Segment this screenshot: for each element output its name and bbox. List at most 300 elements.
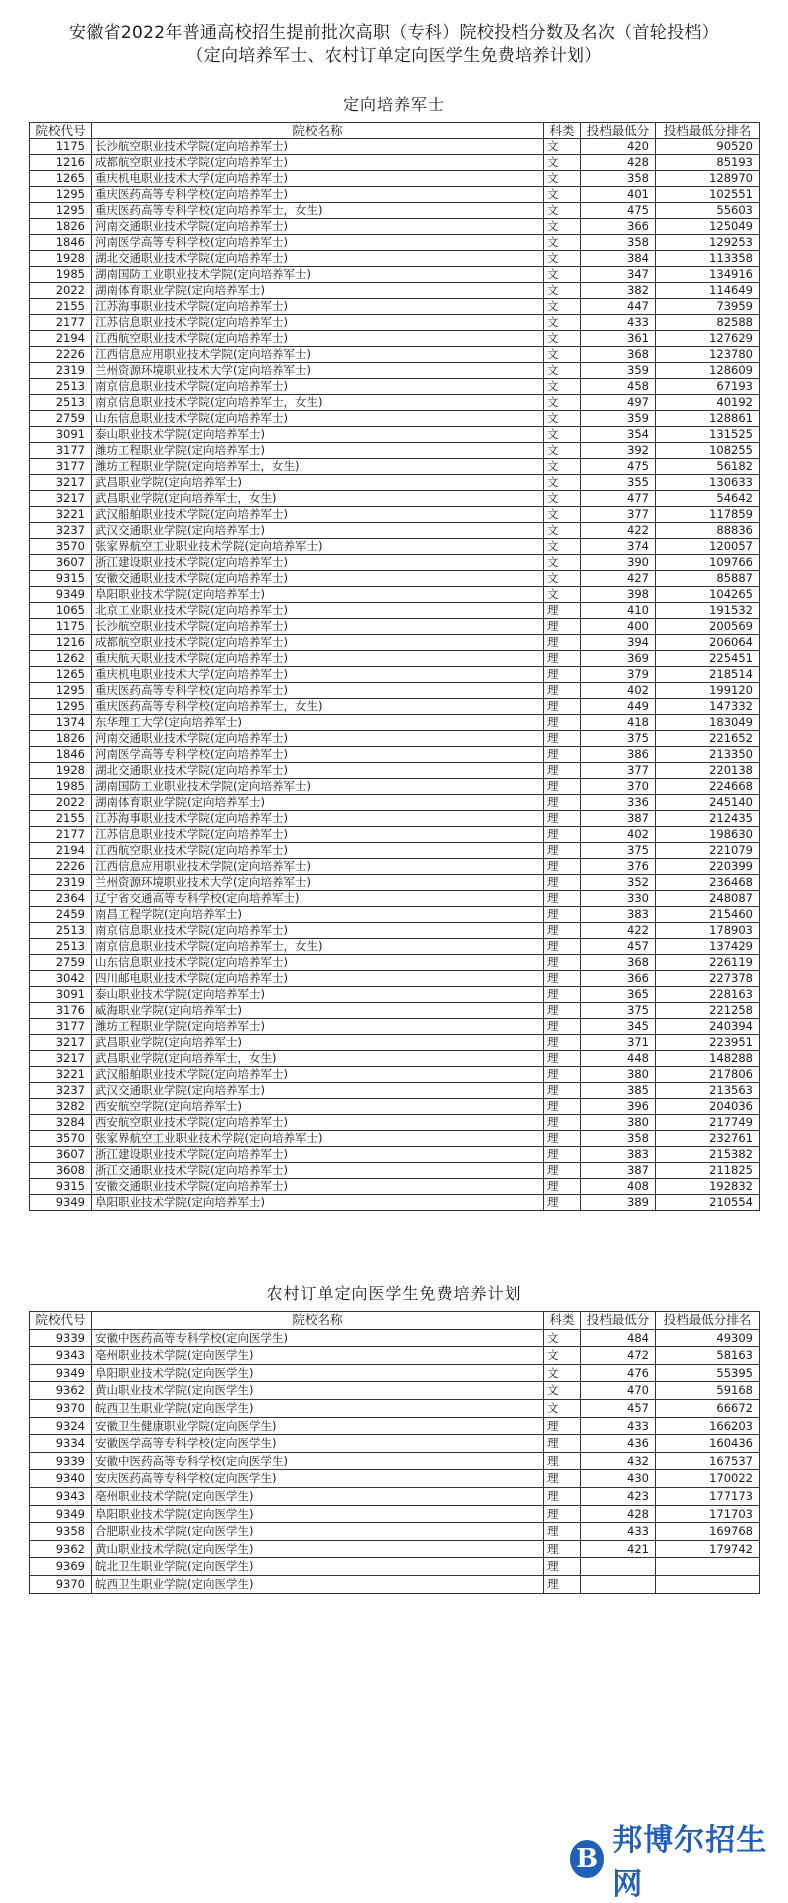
cell-name: 皖西卫生职业学院(定向医学生) bbox=[92, 1575, 544, 1593]
table-row bbox=[30, 539, 760, 555]
cell-code: 1826 bbox=[30, 219, 92, 235]
cell-name: 江西航空职业技术学院(定向培养军士) bbox=[92, 843, 544, 859]
cell-kind: 文 bbox=[544, 171, 581, 187]
cell-name: 阜阳职业技术学院(定向医学生) bbox=[92, 1505, 544, 1523]
table-row bbox=[30, 411, 760, 427]
cell-rank: 55395 bbox=[656, 1364, 760, 1382]
cell-name: 兰州资源环境职业技术大学(定向培养军士) bbox=[92, 363, 544, 379]
medical-table bbox=[29, 1311, 760, 1594]
cell-score: 366 bbox=[581, 219, 656, 235]
cell-code: 3042 bbox=[30, 971, 92, 987]
cell-kind: 文 bbox=[544, 363, 581, 379]
cell-code: 2759 bbox=[30, 411, 92, 427]
cell-code: 2155 bbox=[30, 299, 92, 315]
cell-score: 497 bbox=[581, 395, 656, 411]
cell-score: 427 bbox=[581, 571, 656, 587]
cell-code: 1295 bbox=[30, 203, 92, 219]
cell-rank: 147332 bbox=[656, 699, 760, 715]
cell-rank: 160436 bbox=[656, 1435, 760, 1453]
cell-rank: 191532 bbox=[656, 603, 760, 619]
table-header-row bbox=[30, 1312, 760, 1330]
cell-kind: 文 bbox=[544, 1382, 581, 1400]
cell-kind: 理 bbox=[544, 795, 581, 811]
cell-kind: 理 bbox=[544, 651, 581, 667]
cell-code: 9343 bbox=[30, 1347, 92, 1365]
cell-kind: 文 bbox=[544, 459, 581, 475]
cell-score: 401 bbox=[581, 187, 656, 203]
page-title: 安徽省2022年普通高校招生提前批次高职（专科）院校投档分数及名次（首轮投档） bbox=[69, 23, 719, 43]
cell-rank: 54642 bbox=[656, 491, 760, 507]
table-row bbox=[30, 1505, 760, 1523]
cell-rank: 82588 bbox=[656, 315, 760, 331]
cell-score: 433 bbox=[581, 1417, 656, 1435]
cell-kind: 理 bbox=[544, 1452, 581, 1470]
cell-kind: 理 bbox=[544, 1099, 581, 1115]
cell-rank: 114649 bbox=[656, 283, 760, 299]
table-row bbox=[30, 619, 760, 635]
section2-title: 农村订单定向医学生免费培养计划 bbox=[266, 1284, 522, 1303]
cell-rank: 245140 bbox=[656, 795, 760, 811]
cell-name: 安徽交通职业技术学院(定向培养军士) bbox=[92, 1179, 544, 1195]
cell-code: 2364 bbox=[30, 891, 92, 907]
cell-rank: 204036 bbox=[656, 1099, 760, 1115]
table-row bbox=[30, 395, 760, 411]
cell-score: 396 bbox=[581, 1099, 656, 1115]
cell-rank: 183049 bbox=[656, 715, 760, 731]
cell-kind: 理 bbox=[544, 1487, 581, 1505]
cell-code: 1295 bbox=[30, 683, 92, 699]
table-row bbox=[30, 683, 760, 699]
cell-score: 355 bbox=[581, 475, 656, 491]
cell-kind: 文 bbox=[544, 411, 581, 427]
cell-score: 428 bbox=[581, 1505, 656, 1523]
cell-rank: 59168 bbox=[656, 1382, 760, 1400]
cell-kind: 理 bbox=[544, 1195, 581, 1211]
cell-score: 385 bbox=[581, 1083, 656, 1099]
cell-kind: 理 bbox=[544, 1035, 581, 1051]
cell-name: 河南医学高等专科学校(定向培养军士) bbox=[92, 235, 544, 251]
cell-score: 345 bbox=[581, 1019, 656, 1035]
cell-kind: 理 bbox=[544, 1115, 581, 1131]
cell-kind: 理 bbox=[544, 1131, 581, 1147]
cell-name: 辽宁省交通高等专科学校(定向培养军士) bbox=[92, 891, 544, 907]
cell-score: 387 bbox=[581, 1163, 656, 1179]
cell-code: 9315 bbox=[30, 1179, 92, 1195]
table-row bbox=[30, 1035, 760, 1051]
cell-kind: 理 bbox=[544, 907, 581, 923]
cell-name: 湖南体育职业学院(定向培养军士) bbox=[92, 283, 544, 299]
cell-rank bbox=[656, 1575, 760, 1593]
cell-kind: 文 bbox=[544, 331, 581, 347]
cell-code: 2226 bbox=[30, 347, 92, 363]
cell-name: 武昌职业学院(定向培养军士) bbox=[92, 475, 544, 491]
cell-score: 400 bbox=[581, 619, 656, 635]
table-row bbox=[30, 939, 760, 955]
table-row bbox=[30, 459, 760, 475]
table-row bbox=[30, 1487, 760, 1505]
cell-name: 南京信息职业技术学院(定向培养军士，女生) bbox=[92, 395, 544, 411]
table-row bbox=[30, 859, 760, 875]
page-subtitle: （定向培养军士、农村订单定向医学生免费培养计划） bbox=[186, 46, 602, 66]
cell-rank: 221079 bbox=[656, 843, 760, 859]
cell-rank: 228163 bbox=[656, 987, 760, 1003]
table-row bbox=[30, 795, 760, 811]
cell-rank: 177173 bbox=[656, 1487, 760, 1505]
cell-rank bbox=[656, 1558, 760, 1576]
table-row bbox=[30, 1575, 760, 1593]
cell-name: 兰州资源环境职业技术大学(定向培养军士) bbox=[92, 875, 544, 891]
cell-code: 1374 bbox=[30, 715, 92, 731]
cell-name: 武昌职业学院(定向培养军士，女生) bbox=[92, 491, 544, 507]
table-row bbox=[30, 1523, 760, 1541]
cell-rank: 56182 bbox=[656, 459, 760, 475]
cell-score: 377 bbox=[581, 763, 656, 779]
cell-rank: 236468 bbox=[656, 875, 760, 891]
table-row bbox=[30, 891, 760, 907]
section1-title: 定向培养军士 bbox=[342, 95, 445, 114]
table-row bbox=[30, 955, 760, 971]
cell-code: 2155 bbox=[30, 811, 92, 827]
cell-name: 皖北卫生职业学院(定向医学生) bbox=[92, 1558, 544, 1576]
cell-score: 475 bbox=[581, 203, 656, 219]
table-row bbox=[30, 1558, 760, 1576]
table-row bbox=[30, 555, 760, 571]
cell-code: 1175 bbox=[30, 139, 92, 155]
cell-score: 389 bbox=[581, 1195, 656, 1211]
cell-rank: 128861 bbox=[656, 411, 760, 427]
cell-score: 377 bbox=[581, 507, 656, 523]
cell-name: 河南交通职业技术学院(定向培养军士) bbox=[92, 219, 544, 235]
cell-kind: 文 bbox=[544, 1399, 581, 1417]
table-row bbox=[30, 1051, 760, 1067]
table-row bbox=[30, 1382, 760, 1400]
cell-kind: 理 bbox=[544, 1558, 581, 1576]
cell-name: 武汉交通职业学院(定向培养军士) bbox=[92, 1083, 544, 1099]
table-row bbox=[30, 843, 760, 859]
cell-kind: 理 bbox=[544, 699, 581, 715]
cell-kind: 理 bbox=[544, 859, 581, 875]
cell-name: 浙江交通职业技术学院(定向培养军士) bbox=[92, 1163, 544, 1179]
cell-name: 长沙航空职业技术学院(定向培养军士) bbox=[92, 139, 544, 155]
cell-code: 3282 bbox=[30, 1099, 92, 1115]
cell-name: 重庆机电职业技术大学(定向培养军士) bbox=[92, 171, 544, 187]
cell-name: 河南医学高等专科学校(定向培养军士) bbox=[92, 747, 544, 763]
cell-kind: 文 bbox=[544, 251, 581, 267]
cell-score: 449 bbox=[581, 699, 656, 715]
cell-rank: 178903 bbox=[656, 923, 760, 939]
cell-name: 武汉船舶职业技术学院(定向培养军士) bbox=[92, 507, 544, 523]
cell-code: 2459 bbox=[30, 907, 92, 923]
cell-code: 3570 bbox=[30, 539, 92, 555]
table-row bbox=[30, 219, 760, 235]
cell-name: 湖南国防工业职业技术学院(定向培养军士) bbox=[92, 267, 544, 283]
cell-rank: 223951 bbox=[656, 1035, 760, 1051]
cell-score: 359 bbox=[581, 411, 656, 427]
cell-score: 430 bbox=[581, 1470, 656, 1488]
cell-name: 黄山职业技术学院(定向医学生) bbox=[92, 1540, 544, 1558]
cell-kind: 文 bbox=[544, 555, 581, 571]
cell-kind: 理 bbox=[544, 1523, 581, 1541]
cell-name: 浙江建设职业技术学院(定向培养军士) bbox=[92, 555, 544, 571]
cell-code: 2177 bbox=[30, 827, 92, 843]
cell-name: 南昌工程学院(定向培养军士) bbox=[92, 907, 544, 923]
cell-rank: 123780 bbox=[656, 347, 760, 363]
cell-code: 3284 bbox=[30, 1115, 92, 1131]
cell-name: 张家界航空工业职业技术学院(定向培养军士) bbox=[92, 539, 544, 555]
table-row bbox=[30, 1195, 760, 1211]
cell-rank: 226119 bbox=[656, 955, 760, 971]
table-row bbox=[30, 811, 760, 827]
cell-code: 2022 bbox=[30, 795, 92, 811]
col-rank-header: 投档最低分排名 bbox=[656, 1312, 760, 1330]
table-row bbox=[30, 907, 760, 923]
cell-rank: 40192 bbox=[656, 395, 760, 411]
table-row bbox=[30, 1019, 760, 1035]
cell-rank: 227378 bbox=[656, 971, 760, 987]
cell-code: 3570 bbox=[30, 1131, 92, 1147]
cell-name: 安徽中医药高等专科学校(定向医学生) bbox=[92, 1452, 544, 1470]
cell-rank: 113358 bbox=[656, 251, 760, 267]
cell-code: 2513 bbox=[30, 939, 92, 955]
cell-name: 武昌职业学院(定向培养军士，女生) bbox=[92, 1051, 544, 1067]
cell-name: 南京信息职业技术学院(定向培养军士，女生) bbox=[92, 939, 544, 955]
cell-code: 2513 bbox=[30, 395, 92, 411]
cell-score: 359 bbox=[581, 363, 656, 379]
cell-kind: 文 bbox=[544, 1347, 581, 1365]
table-row bbox=[30, 875, 760, 891]
cell-code: 9349 bbox=[30, 587, 92, 603]
cell-rank: 148288 bbox=[656, 1051, 760, 1067]
site-logo[interactable] bbox=[570, 1823, 780, 1902]
cell-score: 383 bbox=[581, 907, 656, 923]
cell-score: 371 bbox=[581, 1035, 656, 1051]
table-row bbox=[30, 971, 760, 987]
cell-kind: 理 bbox=[544, 779, 581, 795]
cell-code: 2177 bbox=[30, 315, 92, 331]
table-row bbox=[30, 267, 760, 283]
cell-name: 安庆医药高等专科学校(定向医学生) bbox=[92, 1470, 544, 1488]
cell-score: 470 bbox=[581, 1382, 656, 1400]
table-row bbox=[30, 283, 760, 299]
cell-kind: 文 bbox=[544, 155, 581, 171]
table-row bbox=[30, 203, 760, 219]
cell-score: 457 bbox=[581, 1399, 656, 1417]
cell-score: 366 bbox=[581, 971, 656, 987]
cell-code: 1065 bbox=[30, 603, 92, 619]
table-row bbox=[30, 427, 760, 443]
cell-code: 1985 bbox=[30, 267, 92, 283]
cell-kind: 理 bbox=[544, 1435, 581, 1453]
cell-code: 2194 bbox=[30, 843, 92, 859]
cell-name: 武汉交通职业学院(定向培养军士) bbox=[92, 523, 544, 539]
cell-name: 安徽卫生健康职业学院(定向医学生) bbox=[92, 1417, 544, 1435]
cell-code: 9324 bbox=[30, 1417, 92, 1435]
cell-score: 477 bbox=[581, 491, 656, 507]
cell-kind: 文 bbox=[544, 443, 581, 459]
cell-rank: 224668 bbox=[656, 779, 760, 795]
col-kind-header: 科类 bbox=[544, 123, 581, 139]
cell-name: 重庆医药高等专科学校(定向培养军士) bbox=[92, 187, 544, 203]
cell-kind: 理 bbox=[544, 1003, 581, 1019]
cell-score: 390 bbox=[581, 555, 656, 571]
cell-rank: 125049 bbox=[656, 219, 760, 235]
cell-score: 374 bbox=[581, 539, 656, 555]
cell-rank: 108255 bbox=[656, 443, 760, 459]
cell-rank: 206064 bbox=[656, 635, 760, 651]
cell-score: 383 bbox=[581, 1147, 656, 1163]
table-row bbox=[30, 1115, 760, 1131]
cell-rank: 170022 bbox=[656, 1470, 760, 1488]
table-row bbox=[30, 1163, 760, 1179]
cell-name: 阜阳职业技术学院(定向医学生) bbox=[92, 1364, 544, 1382]
cell-kind: 文 bbox=[544, 283, 581, 299]
table-row bbox=[30, 443, 760, 459]
col-kind-header: 科类 bbox=[544, 1312, 581, 1330]
cell-rank: 211825 bbox=[656, 1163, 760, 1179]
cell-name: 江西信息应用职业技术学院(定向培养军士) bbox=[92, 859, 544, 875]
cell-name: 东华理工大学(定向培养军士) bbox=[92, 715, 544, 731]
cell-score: 376 bbox=[581, 859, 656, 875]
cell-score: 402 bbox=[581, 827, 656, 843]
cell-code: 9362 bbox=[30, 1382, 92, 1400]
cell-score: 370 bbox=[581, 779, 656, 795]
cell-kind: 理 bbox=[544, 683, 581, 699]
cell-name: 阜阳职业技术学院(定向培养军士) bbox=[92, 1195, 544, 1211]
cell-score: 369 bbox=[581, 651, 656, 667]
cell-rank: 232761 bbox=[656, 1131, 760, 1147]
cell-score: 380 bbox=[581, 1115, 656, 1131]
cell-rank: 73959 bbox=[656, 299, 760, 315]
cell-code: 1985 bbox=[30, 779, 92, 795]
cell-code: 3177 bbox=[30, 1019, 92, 1035]
table-row bbox=[30, 139, 760, 155]
table-row bbox=[30, 491, 760, 507]
table-row bbox=[30, 747, 760, 763]
cell-name: 重庆医药高等专科学校(定向培养军士) bbox=[92, 683, 544, 699]
cell-rank: 117859 bbox=[656, 507, 760, 523]
cell-kind: 理 bbox=[544, 1575, 581, 1593]
cell-rank: 134916 bbox=[656, 267, 760, 283]
cell-kind: 理 bbox=[544, 971, 581, 987]
cell-score: 432 bbox=[581, 1452, 656, 1470]
cell-kind: 文 bbox=[544, 299, 581, 315]
cell-kind: 理 bbox=[544, 747, 581, 763]
table-row bbox=[30, 1364, 760, 1382]
cell-score: 375 bbox=[581, 843, 656, 859]
cell-kind: 文 bbox=[544, 507, 581, 523]
cell-score: 392 bbox=[581, 443, 656, 459]
cell-name: 北京工业职业技术学院(定向培养军士) bbox=[92, 603, 544, 619]
cell-kind: 文 bbox=[544, 187, 581, 203]
cell-code: 3237 bbox=[30, 1083, 92, 1099]
cell-name: 成都航空职业技术学院(定向培养军士) bbox=[92, 635, 544, 651]
cell-kind: 文 bbox=[544, 523, 581, 539]
cell-score: 458 bbox=[581, 379, 656, 395]
cell-score bbox=[581, 1575, 656, 1593]
cell-score: 347 bbox=[581, 267, 656, 283]
col-name-header: 院校名称 bbox=[92, 123, 544, 139]
cell-kind: 理 bbox=[544, 715, 581, 731]
cell-kind: 文 bbox=[544, 347, 581, 363]
cell-rank: 109766 bbox=[656, 555, 760, 571]
cell-name: 四川邮电职业技术学院(定向培养军士) bbox=[92, 971, 544, 987]
cell-rank: 130633 bbox=[656, 475, 760, 491]
cell-code: 1216 bbox=[30, 635, 92, 651]
cell-rank: 225451 bbox=[656, 651, 760, 667]
cell-score: 358 bbox=[581, 1131, 656, 1147]
cell-score: 475 bbox=[581, 459, 656, 475]
table-row bbox=[30, 763, 760, 779]
table-row bbox=[30, 1470, 760, 1488]
table-row bbox=[30, 523, 760, 539]
cell-name: 安徽中医药高等专科学校(定向医学生) bbox=[92, 1329, 544, 1347]
cell-rank: 55603 bbox=[656, 203, 760, 219]
cell-code: 2194 bbox=[30, 331, 92, 347]
cell-name: 成都航空职业技术学院(定向培养军士) bbox=[92, 155, 544, 171]
cell-code: 3177 bbox=[30, 443, 92, 459]
cell-name: 长沙航空职业技术学院(定向培养军士) bbox=[92, 619, 544, 635]
table-row bbox=[30, 1452, 760, 1470]
cell-code: 9349 bbox=[30, 1505, 92, 1523]
cell-code: 1826 bbox=[30, 731, 92, 747]
cell-score: 433 bbox=[581, 315, 656, 331]
cell-score: 476 bbox=[581, 1364, 656, 1382]
cell-score: 472 bbox=[581, 1347, 656, 1365]
cell-code: 2513 bbox=[30, 923, 92, 939]
table-row bbox=[30, 1399, 760, 1417]
cell-rank: 90520 bbox=[656, 139, 760, 155]
cell-name: 武昌职业学院(定向培养军士) bbox=[92, 1035, 544, 1051]
cell-rank: 215460 bbox=[656, 907, 760, 923]
cell-rank: 179742 bbox=[656, 1540, 760, 1558]
cell-code: 2022 bbox=[30, 283, 92, 299]
table-row bbox=[30, 827, 760, 843]
col-name-header: 院校名称 bbox=[92, 1312, 544, 1330]
cell-code: 9370 bbox=[30, 1399, 92, 1417]
cell-name: 潍坊工程职业学院(定向培养军士) bbox=[92, 443, 544, 459]
cell-kind: 文 bbox=[544, 571, 581, 587]
cell-rank: 221652 bbox=[656, 731, 760, 747]
cell-name: 重庆医药高等专科学校(定向培养军士，女生) bbox=[92, 203, 544, 219]
cell-code: 3217 bbox=[30, 491, 92, 507]
table-row bbox=[30, 1347, 760, 1365]
cell-code: 3177 bbox=[30, 459, 92, 475]
cell-kind: 文 bbox=[544, 139, 581, 155]
cell-name: 南京信息职业技术学院(定向培养军士) bbox=[92, 923, 544, 939]
cell-score: 386 bbox=[581, 747, 656, 763]
table-row bbox=[30, 315, 760, 331]
cell-code: 3091 bbox=[30, 427, 92, 443]
cell-score: 398 bbox=[581, 587, 656, 603]
cell-code: 3176 bbox=[30, 1003, 92, 1019]
cell-code: 9339 bbox=[30, 1329, 92, 1347]
cell-kind: 文 bbox=[544, 219, 581, 235]
cell-kind: 文 bbox=[544, 1364, 581, 1382]
cell-rank: 128609 bbox=[656, 363, 760, 379]
table-row bbox=[30, 1003, 760, 1019]
col-rank-header: 投档最低分排名 bbox=[656, 123, 760, 139]
cell-name: 浙江建设职业技术学院(定向培养军士) bbox=[92, 1147, 544, 1163]
cell-kind: 理 bbox=[544, 1505, 581, 1523]
cell-score: 361 bbox=[581, 331, 656, 347]
cell-rank: 217749 bbox=[656, 1115, 760, 1131]
cell-name: 山东信息职业技术学院(定向培养军士) bbox=[92, 955, 544, 971]
cell-rank: 137429 bbox=[656, 939, 760, 955]
cell-kind: 理 bbox=[544, 731, 581, 747]
cell-name: 南京信息职业技术学院(定向培养军士) bbox=[92, 379, 544, 395]
cell-code: 3217 bbox=[30, 1035, 92, 1051]
cell-rank: 128970 bbox=[656, 171, 760, 187]
